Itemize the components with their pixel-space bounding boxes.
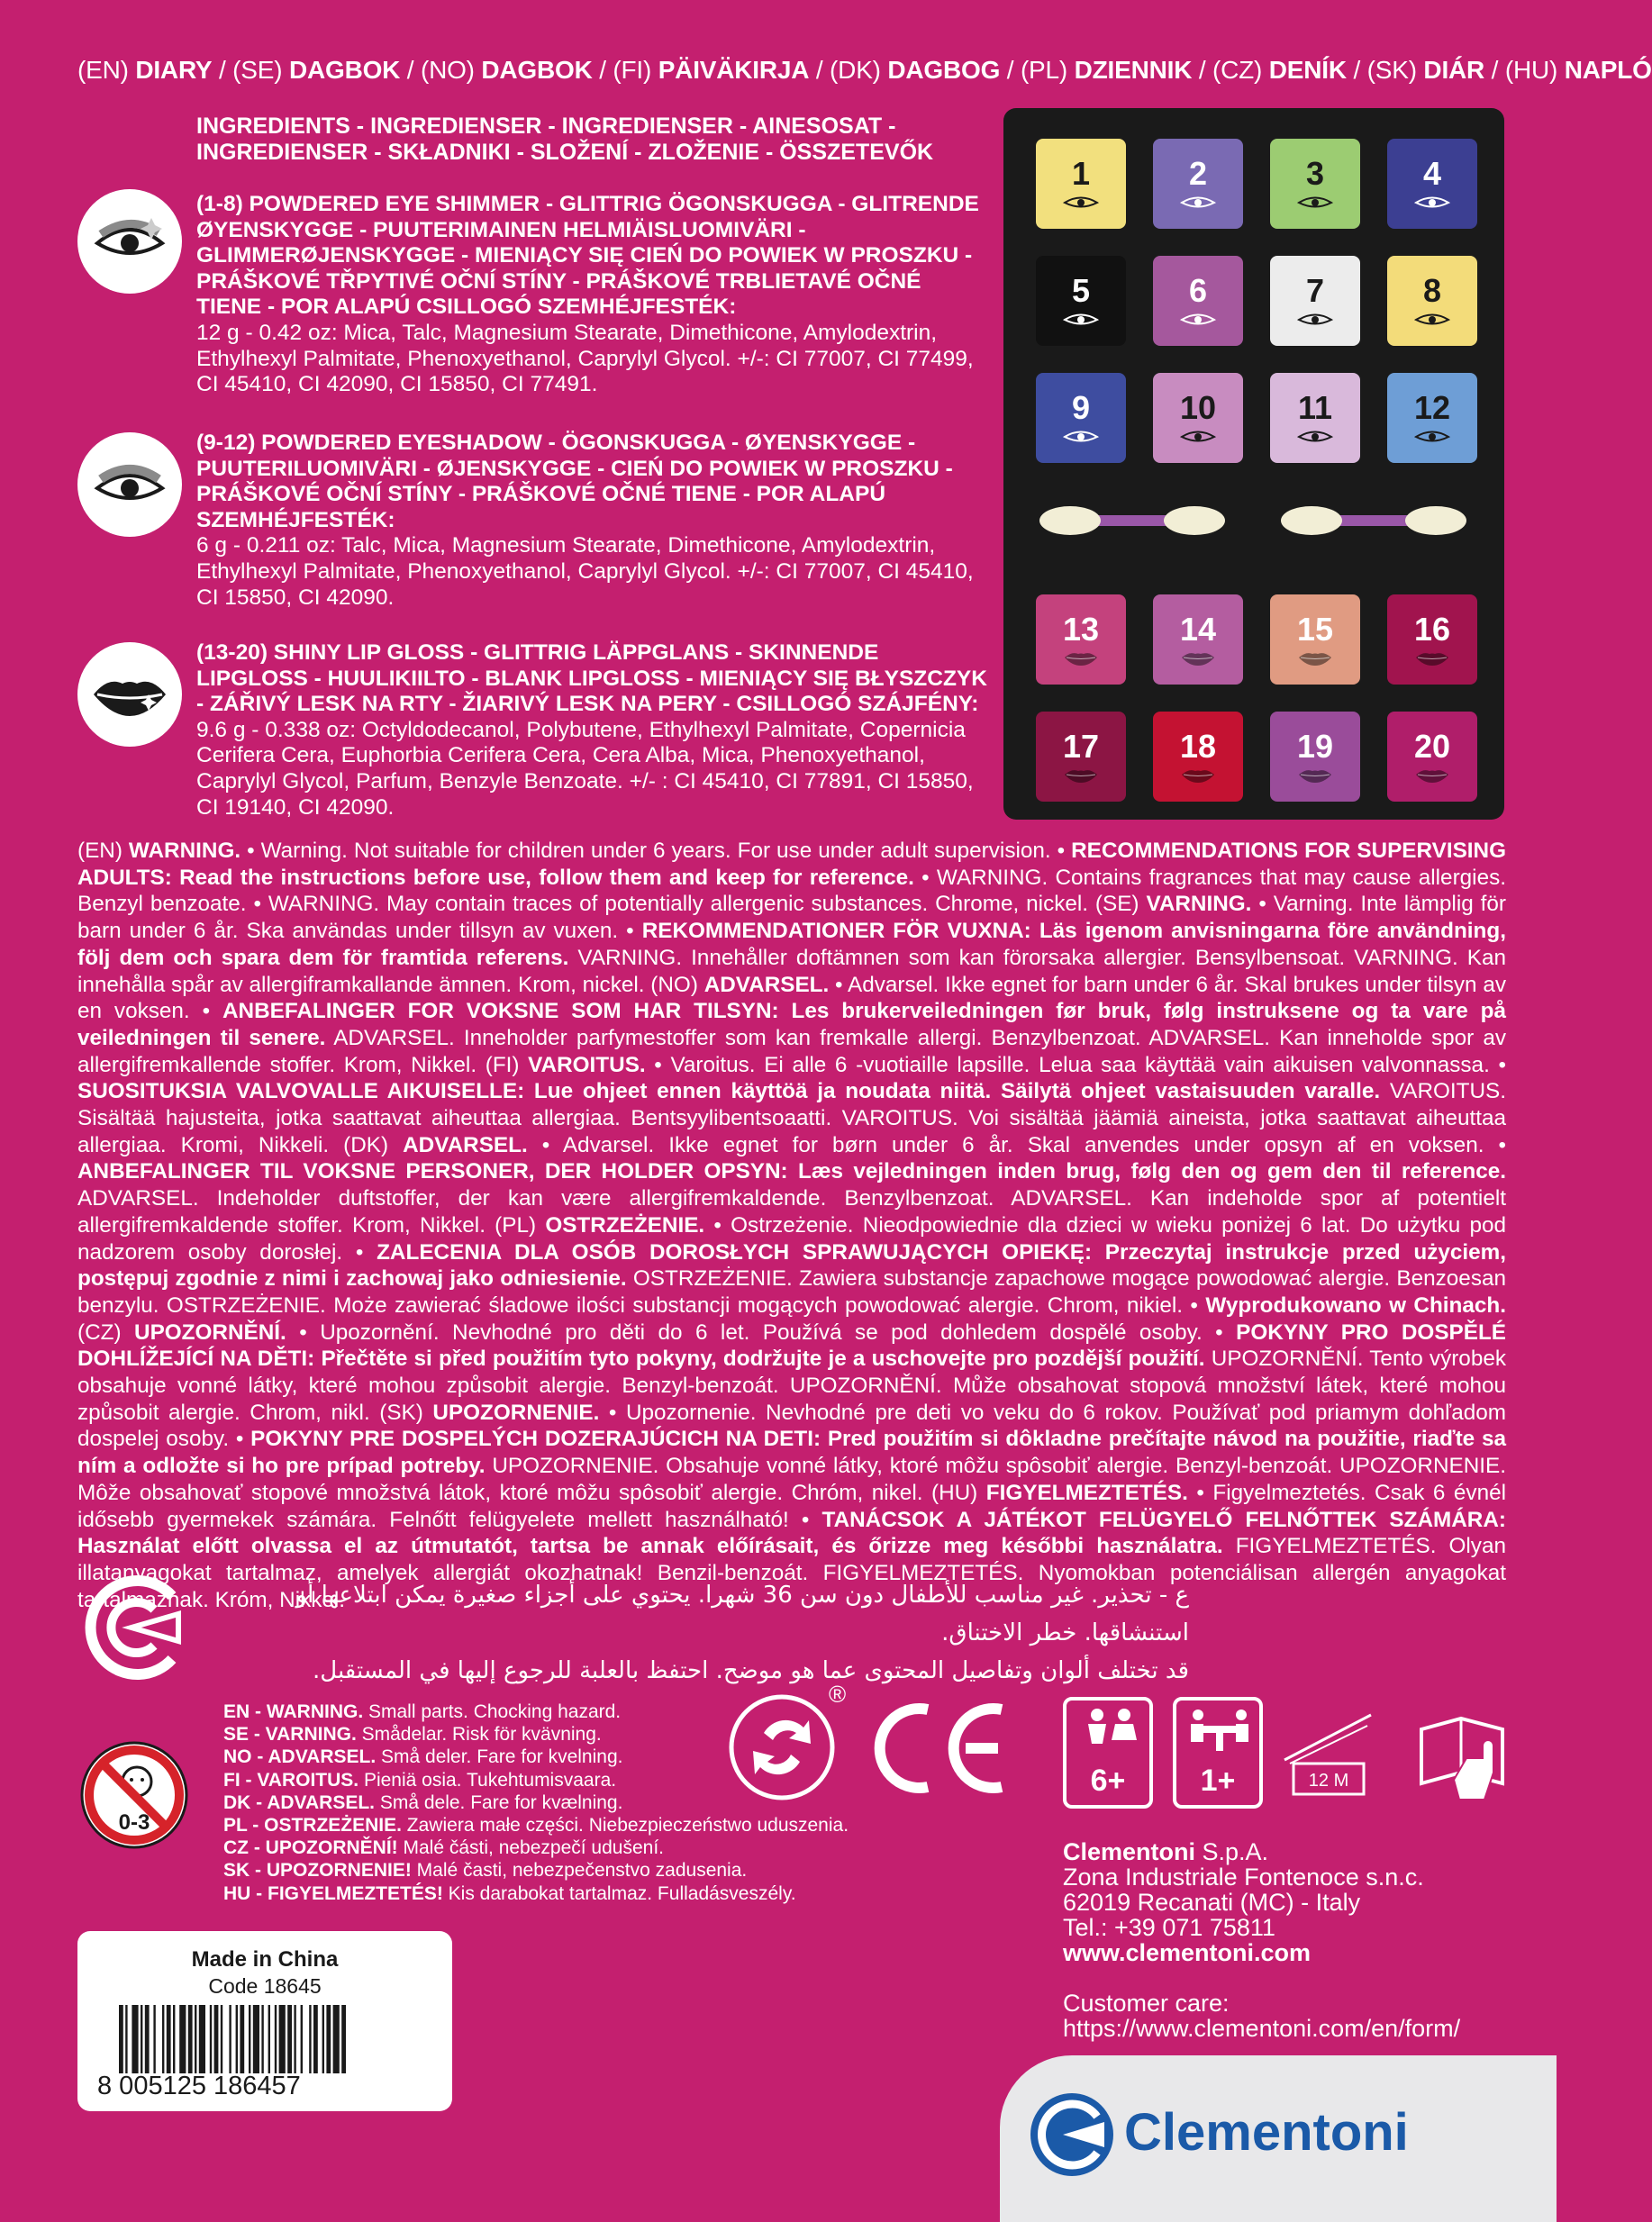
barcode-bar (195, 2005, 196, 2073)
small-parts-text: Små dele. Fare for kvælning. (375, 1791, 623, 1813)
title-word: DIARY (135, 56, 213, 84)
small-parts-label: EN - WARNING. (223, 1701, 364, 1722)
warning-bold-segment: POKYNY PRE DOSPELÝCH DOZERAJÚCICH NA DETI: Pred použitím si dôkladne prečítajte návod na použitie, riaďte sa ním a odložte si ho pre prípad potreby. (77, 1427, 1506, 1479)
lip-swatch[interactable] (1036, 712, 1126, 802)
title-word: DZIENNIK (1074, 56, 1193, 84)
section-eyeshadow (196, 431, 989, 611)
children-icon (1079, 1708, 1142, 1758)
small-parts-label: CZ - UPOZORNĚNÍ! (223, 1837, 398, 1859)
makeup-palette (1003, 108, 1504, 820)
eye-icon (1414, 429, 1450, 445)
warning-segment: • WARNING. Contains fragrances that may cause allergies. Benzyl benzoate. • WARNING. May contain traces of potentially allergenic substances. Chrome, nickel. (SE) (77, 865, 1506, 917)
applicator (1279, 503, 1468, 539)
swatch-number: 1 (1071, 155, 1091, 192)
swatch-number: 12 (1413, 389, 1451, 426)
made-in-label: Made in China (191, 1947, 339, 1972)
warning-bold-segment: OSTRZEŻENIE. (545, 1212, 705, 1238)
barcode-bar (229, 2005, 231, 2073)
swatch-number: 20 (1413, 728, 1451, 765)
age-6-plus-badge (1063, 1697, 1153, 1809)
warning-segment: • Advarsel. Ikke egnet for barn under 6 år. Skal brukes under tilsyn av en voksen. • (77, 972, 1506, 1024)
swatch-number: 9 (1071, 389, 1091, 426)
eye-swatch[interactable] (1036, 373, 1126, 463)
swatch-number: 14 (1179, 611, 1217, 648)
small-parts-label: FI - VAROITUS. (223, 1769, 359, 1791)
title-word: DAGBOG (887, 56, 1001, 84)
warning-segment: • Varning. Inte lämplig för barn under 6 år. Ska användas under tillsyn av vuxen. • (77, 892, 1506, 944)
lips-icon (1063, 767, 1099, 784)
barcode-bar (294, 2005, 295, 2073)
brand-logo-panel (1000, 2055, 1557, 2222)
title-separator: / (592, 56, 613, 84)
product-code: Code 18645 (208, 1974, 322, 1998)
eye-icon (1297, 312, 1333, 328)
title-separator: / (400, 56, 421, 84)
barcode-bar (125, 2005, 127, 2073)
eye-icon (1180, 312, 1216, 328)
barcode-bar (221, 2005, 222, 2073)
section-text: 6 g - 0.211 oz: Talc, Mica, Magnesium Stearate, Dimethicone, Amylodextrin, Ethylhexyl Palmitate, Phenoxyethanol, Caprylyl Glycol. +/-: CI 77007, CI 45410, CI 15850, CI 42090. (196, 533, 974, 610)
warning-segment: ADVARSEL. Inneholder parfymestoffer som kan fremkalle allergi. Benzylbenzoat. ADVARSEL. Kan inneholde spor av allergifremkallende stoffer. Krom, Nikkel. (FI) (77, 1025, 1506, 1077)
small-parts-label: PL - OSTRZEŻENIE. (223, 1815, 402, 1837)
title-lang: (EN) (77, 56, 136, 84)
warning-bold-segment: TANÁCSOK A JÁTÉKOT FELÜGYELŐ FELNŐTTEK SZÁMÁRA: Használat előtt olvassa el az útmutatót, tartsa be annak előírásait, és őrizze meg későbbi használatra. (77, 1507, 1506, 1559)
warning-segment: UPOZORNENIE. Obsahuje vonné látky, ktoré môžu spôsobiť alergie. Benzyl-benzoát. UPOZORNENIE. Môže obsahovať stopové množstvá látok, ktoré môžu spôsobiť alergie. Chróm, nikel. (HU) (77, 1454, 1506, 1505)
title-word: DENÍK (1268, 56, 1347, 84)
swatch-number: 16 (1413, 611, 1451, 648)
barcode-bar (240, 2005, 244, 2073)
barcode-bar (287, 2005, 292, 2073)
barcode-bar (179, 2005, 186, 2073)
barcode-bar (309, 2005, 311, 2073)
section-heading: (9-12) POWDERED EYESHADOW - ÖGONSKUGGA - ØYENSKYGGE - PUUTERILUOMIVÄRI - ØJENSKYGGE - CIEŃ DO POWIEK W PROSZKU - PRÁŠKOVÉ OČNÍ STÍNY - PRÁŠKOVÉ OČNÉ TIENE - POR ALAPÚ SZEMHÉJFESTÉK: (196, 431, 953, 532)
eye-swatch[interactable] (1153, 256, 1243, 346)
lips-icon (1180, 767, 1216, 784)
eye-swatch[interactable] (1270, 139, 1360, 229)
swatch-number: 7 (1305, 272, 1325, 309)
warning-bold-segment: ANBEFALINGER FOR VOKSNE SOM HAR TILSYN: Les brukerveiledningen før bruk, følg instruksene og ta vare på veiledningen til senere. (77, 999, 1506, 1050)
barcode-bar (341, 2005, 346, 2073)
brand-logo-text: Clementoni (1124, 2103, 1409, 2162)
title-word: PÄIVÄKIRJA (658, 56, 810, 84)
small-parts-line (223, 1837, 908, 1859)
title-separator: / (1192, 56, 1212, 84)
warning-segment: • Advarsel. Ikke egnet for børn under 6 år. Skal anvendes under opsyn af en voksen. • (527, 1132, 1506, 1157)
arabic-warning (198, 1576, 1189, 1690)
barcode-bar (313, 2005, 318, 2073)
warning-bold-segment: RECOMMENDATIONS FOR SUPERVISING ADULTS: Read the instructions before use, follow them and keep for reference. (77, 839, 1506, 890)
warning-segment: FIGYELMEZTETÉS. Olyan illatanyagokat tartalmaz, amelyek allergiát okozhatnak! Benzil-benzoát. FIGYELMEZTETÉS. Nyomokban potenciálisan allergén anyagokat tartalmaznak. Króm, Nikkel. (77, 1534, 1506, 1612)
barcode-bar (261, 2005, 263, 2073)
section-text: 9.6 g - 0.338 oz: Octyldodecanol, Polybutene, Ethylhexyl Palmitate, Copernicia Cerifera Cera, Euphorbia Cerifera Cera, Cera Alba, Mica, Phenoxyethanol, Caprylyl Glycol, Parfum, Benzyle Benzoate. +/- : CI 45410, CI 77891, CI 15850, CI 19140, CI 42090. (196, 717, 974, 820)
title-lang: (SE) (232, 56, 289, 84)
eye-swatch[interactable] (1387, 256, 1477, 346)
warning-bold-segment: ZALECENIA DLA OSÓB DOROSŁYCH SPRAWUJĄCYCH OPIEKĘ: Przeczytaj instrukcje przed użyciem, postępuj zgodnie z nimi i zachowaj jako odniesienie. (77, 1239, 1506, 1292)
barcode-bar (268, 2005, 270, 2073)
company-name-bold: Clementoni (1063, 1838, 1196, 1865)
lip-swatch[interactable] (1270, 594, 1360, 685)
small-parts-label: SE - VARNING. (223, 1724, 357, 1746)
title-lang: (NO) (420, 56, 482, 84)
eye-icon (1297, 195, 1333, 211)
section-eye-shimmer (196, 192, 989, 398)
company-name-rest: S.p.A. (1195, 1838, 1269, 1865)
title-word: DAGBOK (288, 56, 401, 84)
eye-shimmer-icon (77, 189, 182, 294)
barcode-bar (236, 2005, 238, 2073)
players-1-plus-badge (1173, 1697, 1263, 1809)
warnings-text (77, 838, 1506, 1613)
eye-icon (1180, 195, 1216, 211)
warning-bold-segment: VAROITUS. (528, 1052, 646, 1077)
title-separator: / (1484, 56, 1505, 84)
barcode-bar (162, 2005, 164, 2073)
barcode-bar (145, 2005, 150, 2073)
warning-segment: • Upozornění. Nevhodné pro děti do 6 let. Používá se pod dohledem dospělé osoby. • (286, 1320, 1237, 1345)
barcode-bar (214, 2005, 219, 2073)
barcode-bar (153, 2005, 155, 2073)
title-separator: / (1346, 56, 1367, 84)
small-parts-text: Zawiera małe części. Niebezpieczeństwo uduszenia. (401, 1815, 849, 1837)
pao-label: 12 M (1308, 1771, 1349, 1791)
warning-bold-segment: ADVARSEL. (403, 1132, 528, 1157)
recycle-icon (726, 1681, 847, 1805)
swatch-number: 8 (1422, 272, 1442, 309)
barcode-panel (77, 1931, 452, 2111)
age-warning-label: 0-3 (118, 1810, 150, 1835)
eye-icon (1063, 429, 1099, 445)
eye-swatch[interactable] (1153, 373, 1243, 463)
eye-icon (1180, 429, 1216, 445)
warning-bold-segment: UPOZORNĚNÍ. (134, 1320, 286, 1345)
lips-icon (1063, 650, 1099, 667)
barcode-digits: 8 005125 186457 (97, 2072, 301, 2100)
eyeshadow-icon (77, 432, 182, 537)
eye-icon (1414, 195, 1450, 211)
barcode-bar (253, 2005, 259, 2073)
small-parts-text: Smådelar. Risk för kvävning. (356, 1724, 602, 1746)
swatch-number: 19 (1296, 728, 1334, 765)
company-name (1063, 1839, 1513, 1864)
swatch-number: 10 (1179, 389, 1217, 426)
title-separator: / (212, 56, 233, 84)
arabic-line: ع - تحذير. غير مناسب للأطفال دون سن 36 شهرا. يحتوي على أجزاء صغيرة يمكن ابتلاعها أو استنشاقها. خطر الاختناق. (295, 1582, 1189, 1646)
title-lang: (HU) (1504, 56, 1565, 84)
customer-care-url[interactable]: https://www.clementoni.com/en/form/ (1063, 2015, 1461, 2042)
title-word: NAPLÓ (1564, 56, 1652, 84)
warning-bold-segment: Wyprodukowano w Chinach. (1205, 1292, 1506, 1318)
not-for-under-3-icon (77, 1738, 191, 1852)
lips-icon (1297, 650, 1333, 667)
lip-swatch[interactable] (1036, 594, 1126, 685)
barcode-bar (333, 2005, 340, 2073)
small-parts-line (223, 1859, 908, 1882)
small-parts-text: Malé části, nebezpečí udušení. (397, 1837, 664, 1859)
warning-segment: OSTRZEŻENIE. Zawiera substancje zapachowe mogące powodować alergie. Benzoesan benzylu. OSTRZEŻENIE. Może zawierać śladowe ilości substancji mogących powodować alergie. Chrom, nikiel. • (77, 1266, 1506, 1318)
title-lang: (CZ) (1212, 56, 1269, 84)
swatch-number: 13 (1062, 611, 1100, 648)
title-lang: (PL) (1020, 56, 1075, 84)
small-parts-label: DK - ADVARSEL. (223, 1791, 375, 1813)
lip-swatch[interactable] (1270, 712, 1360, 802)
warning-segment: ADVARSEL. Indeholder duftstoffer, der kan være allergifremkaldende. Benzylbenzoat. ADVARSEL. Kan indeholde spor af potentielt allergifremkaldende stoffer. Krom, Nikkel. (PL) (77, 1186, 1506, 1238)
lips-icon (77, 642, 182, 747)
eye-icon (1063, 312, 1099, 328)
barcode-bar (275, 2005, 277, 2073)
clementoni-c-icon (77, 1569, 195, 1686)
barcode-bar (326, 2005, 331, 2073)
lip-swatch[interactable] (1153, 712, 1243, 802)
barcode-bar (132, 2005, 138, 2073)
warning-segment: VARNING. Innehåller doftämnen som kan förorsaka allergier. Bensylbensoat. VARNING. Kan innehålla spår av allergiframkallande ämnen. Krom, nickel. (NO) (77, 945, 1506, 997)
lips-icon (1414, 650, 1450, 667)
barcode-bar (322, 2005, 324, 2073)
small-parts-text: Pieniä osia. Tukehtumisvaara. (359, 1769, 617, 1791)
barcode-bar (173, 2005, 175, 2073)
small-parts-label: NO - ADVARSEL. (223, 1746, 377, 1768)
warning-bold-segment: REKOMMENDATIONER FÖR VUXNA: Läs igenom anvisningarna före användning, följ dem och spara dem för framtida referens. (77, 919, 1506, 970)
barcode-bar (119, 2005, 123, 2073)
warning-bold-segment: VARNING. (1146, 892, 1252, 917)
small-parts-text: Kis darabokat tartalmaz. Fulladásveszély. (442, 1882, 796, 1904)
barcode-bar (199, 2005, 205, 2073)
player-icon (1185, 1708, 1254, 1758)
swatch-number: 4 (1422, 155, 1442, 192)
ce-mark-icon (868, 1699, 1012, 1798)
eye-swatch[interactable] (1036, 256, 1126, 346)
registered-mark: ® (829, 1681, 847, 1708)
eye-swatch[interactable] (1153, 139, 1243, 229)
warning-segment: (CZ) (77, 1320, 135, 1345)
barcode-bars (119, 2005, 416, 2073)
customer-care-label: Customer care: (1063, 1990, 1230, 2017)
title-separator: / (1000, 56, 1021, 84)
eye-swatch[interactable] (1270, 256, 1360, 346)
warning-segment: • Warning. Not suitable for children under 6 years. For use under adult supervision. • (241, 839, 1072, 863)
warning-bold-segment: UPOZORNENIE. (432, 1400, 600, 1425)
warning-segment: UPOZORNĚNÍ. Tento výrobek obsahuje vonné látky, které mohou způsobit alergie. Benzyl-benzoát. UPOZORNĚNÍ. Může obsahovat stopová množství látek, které mohou způsobit alergie. Chrom, nikl. (SK) (77, 1347, 1506, 1425)
lips-icon (1297, 767, 1333, 784)
pao-12m-icon (1281, 1710, 1380, 1809)
swatch-number: 11 (1297, 389, 1333, 426)
lips-icon (1414, 767, 1450, 784)
warning-segment: • Ostrzeżenie. Nieodpowiednie dla dzieci w wieku poniżej 6 lat. Do użytku pod nadzorem osoby dorosłej. • (77, 1212, 1506, 1265)
warning-segment: (EN) (77, 839, 129, 863)
small-parts-label: HU - FIGYELMEZTETÉS! (223, 1882, 443, 1904)
swatch-number: 6 (1188, 272, 1208, 309)
eye-icon (1414, 312, 1450, 328)
title-lang: (SK) (1366, 56, 1424, 84)
small-parts-text: Small parts. Chocking hazard. (363, 1701, 622, 1722)
warning-segment: • Varoitus. Ei alle 6 -vuotiaille lapsille. Lelua saa käyttää vain aikuisen valvonnassa. • (645, 1052, 1506, 1077)
players-label: 1+ (1200, 1764, 1236, 1798)
barcode-bar (301, 2005, 303, 2073)
small-parts-line (223, 1814, 908, 1837)
address-line: Tel.: +39 071 75811 (1063, 1914, 1275, 1941)
barcode-bar (167, 2005, 171, 2073)
warning-segment: • Figyelmeztetés. Csak 6 évnél idősebb gyermekek számára. Felnőtt felügyelete mellett használható! • (77, 1480, 1506, 1532)
lip-swatch[interactable] (1387, 594, 1477, 685)
warning-bold-segment: FIGYELMEZTETÉS. (985, 1480, 1188, 1505)
swatch-number: 18 (1179, 728, 1217, 765)
barcode-bar (249, 2005, 250, 2073)
warning-bold-segment: ADVARSEL. (703, 972, 830, 997)
swatch-number: 5 (1071, 272, 1091, 309)
title-lang: (FI) (613, 56, 658, 84)
swatch-number: 3 (1305, 155, 1325, 192)
title-lang: (DK) (830, 56, 888, 84)
title-separator: / (809, 56, 831, 84)
lip-swatch[interactable] (1387, 712, 1477, 802)
website-link[interactable]: www.clementoni.com (1063, 1939, 1312, 1966)
section-heading: (1-8) POWDERED EYE SHIMMER - GLITTRIG ÖGONSKUGGA - GLITRENDE ØYENSKYGGE - PUUTERIMAINEN HELMIÄISLUOMIVÄRI - GLIMMERØJENSKYGGE - MIENIĄCY SIĘ CIEŃ DO POWIEK W PROSZKU - PRÁŠKOVÉ TŘPYTIVÉ OČNÍ STÍNY - PRÁŠKOVÉ TRBLIETAVÉ OČNÉ TIENE - POR ALAPÚ CSILLOGÓ SZEMHÉJFESTÉK: (196, 192, 979, 320)
age-label: 6+ (1090, 1764, 1126, 1798)
company-info (1063, 1839, 1513, 2041)
swatch-number: 17 (1062, 728, 1100, 765)
eye-swatch[interactable] (1036, 139, 1126, 229)
barcode-bar (279, 2005, 286, 2073)
swatch-number: 15 (1296, 611, 1334, 648)
section-heading: (13-20) SHINY LIP GLOSS - GLITTRIG LÄPPGLANS - SKINNENDE LIPGLOSS - HUULIKIILTO - BLANK LIPGLOSS - MIENIĄCY SIĘ BŁYSZCZYK - ZÁŘIVÝ LESK NA RTY - ŽIARIVÝ LESK NA PERY - CSILLOGÓ SZÁJFÉNY: (196, 640, 987, 717)
title-word: DIÁR (1423, 56, 1485, 84)
section-text: 12 g - 0.42 oz: Mica, Talc, Magnesium Stearate, Dimethicone, Amylodextrin, Ethylhexyl Palmitate, Phenoxyethanol, Caprylyl Glycol. +/-: CI 77007, CI 77499, CI 45410, CI 42090, CI 15850, CI 77491. (196, 320, 974, 397)
small-parts-text: Små deler. Fare for kvelning. (376, 1746, 623, 1768)
barcode-bar (141, 2005, 142, 2073)
small-parts-text: Malé časti, nebezpečenstvo zadusenia. (411, 1860, 748, 1882)
lip-swatch[interactable] (1153, 594, 1243, 685)
warning-bold-segment: POKYNY PRO DOSPĚLÉ DOHLÍŽEJÍCÍ NA DĚTI: Přečtěte si před použitím tyto pokyny, dodržujte je a uschovejte pro pozdější použití. (77, 1320, 1506, 1372)
clementoni-logo-icon (1027, 2090, 1117, 2180)
address-line: 62019 Recanati (MC) - Italy (1063, 1889, 1361, 1916)
eye-icon (1063, 195, 1099, 211)
title-line (77, 56, 1652, 85)
small-parts-label: SK - UPOZORNENIE! (223, 1860, 412, 1882)
warning-bold-segment: SUOSITUKSIA VALVOVALLE AIKUISELLE: Lue ohjeet ennen käyttöä ja noudata niitä. Säilytä ohjeet vastaisuuden varalle. (77, 1079, 1381, 1104)
warning-bold-segment: ANBEFALINGER TIL VOKSNE PERSONER, DER HOLDER OPSYN: Læs vejledningen inden brug, følg den og gem den til reference. (77, 1159, 1506, 1184)
eye-icon (1297, 429, 1333, 445)
address-line: Zona Industriale Fontenoce s.n.c. (1063, 1864, 1424, 1891)
warning-segment: • Upozornenie. Nevhodné pre deti vo veku do 6 rokov. Používať pod priamym dohľadom dospelej osoby. • (77, 1400, 1506, 1452)
eye-swatch[interactable] (1387, 139, 1477, 229)
arabic-line: قد تختلف ألوان وتفاصيل المحتوى عما هو موضح. احتفظ بالعلبة للرجوع إليها في المستقبل. (312, 1657, 1189, 1684)
applicator (1038, 503, 1227, 539)
title-word: DAGBOK (481, 56, 593, 84)
warning-segment: VAROITUS. Sisältää hajusteita, jotka saattavat aiheuttaa allergiaa. Bentsyylibentsoaatti. VAROITUS. Voi sisältää jäämiä aineista, jotka saattavat aiheuttaa allergiaa. Kromi, Nikkeli. (DK) (77, 1079, 1507, 1157)
eye-swatch[interactable] (1270, 373, 1360, 463)
read-instructions-icon (1416, 1711, 1515, 1810)
eye-swatch[interactable] (1387, 373, 1477, 463)
lips-icon (1180, 650, 1216, 667)
warning-bold-segment: WARNING. (128, 839, 241, 863)
section-lip-gloss (196, 640, 989, 821)
ingredients-heading: INGREDIENTS - INGREDIENSER - INGREDIENSER - AINESOSAT - INGREDIENSER - SKŁADNIKI - SLOŽENÍ - ZLOŽENIE - ÖSSZETEVŐK (196, 113, 934, 165)
swatch-number: 2 (1188, 155, 1208, 192)
barcode-bar (210, 2005, 212, 2073)
small-parts-line (223, 1882, 908, 1905)
barcode-bar (188, 2005, 193, 2073)
